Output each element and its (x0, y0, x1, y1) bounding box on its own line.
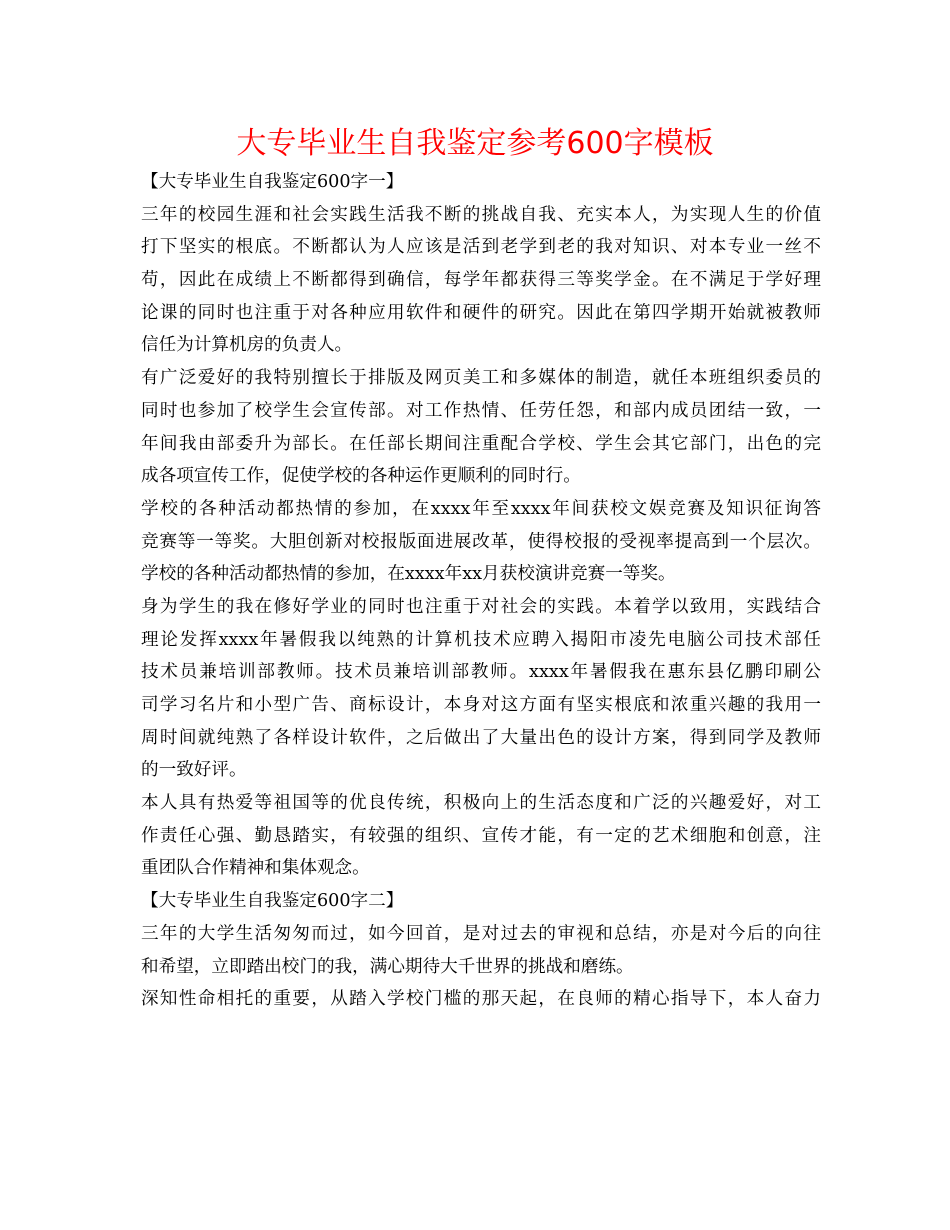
paragraph-line: 的一致好评。 (141, 760, 247, 781)
paragraph-line: 周时间就纯熟了各样设计软件，之后做出了大量出色的设计方案，得到同学及教师 (141, 727, 821, 748)
paragraph-line: 技术员兼培训部教师。技术员兼培训部教师。xxxx年暑假我在惠东县亿鹏印刷公 (141, 662, 821, 683)
paragraph-line: 学校的各种活动都热情的参加，在xxxx年至xxxx年间获校文娱竞赛及知识征询答 (141, 498, 821, 519)
paragraph-line: 苟，因此在成绩上不断都得到确信，每学年都获得三等奖学金。在不满足于学好理 (141, 270, 821, 291)
paragraph-line: 论课的同时也注重于对各种应用软件和硬件的研究。因此在第四学期开始就被教师 (141, 302, 821, 323)
paragraph-line: 有广泛爱好的我特别擅长于排版及网页美工和多媒体的制造，就任本班组织委员的 (141, 368, 821, 389)
paragraph-line: 成各项宣传工作，促使学校的各种运作更顺利的同时行。 (141, 466, 581, 487)
paragraph-line: 本人具有热爱等祖国等的优良传统，积极向上的生活态度和广泛的兴趣爱好，对工 (141, 793, 821, 814)
section-heading: 【大专毕业生自我鉴定600字一】 (141, 172, 404, 192)
paragraph-line: 理论发挥xxxx年暑假我以纯熟的计算机技术应聘入揭阳市凌先电脑公司技术部任 (141, 629, 821, 650)
paragraph-line: 打下坚实的根底。不断都认为人应该是活到老学到老的我对知识、对本专业一丝不 (141, 237, 821, 258)
paragraph-line: 和希望，立即踏出校门的我，满心期待大千世界的挑战和磨练。 (141, 956, 634, 977)
paragraph-line: 身为学生的我在修好学业的同时也注重于对社会的实践。本着学以致用，实践结合 (141, 596, 821, 617)
paragraph-line: 深知性命相托的重要，从踏入学校门槛的那天起，在良师的精心指导下，本人奋力 (141, 989, 821, 1010)
paragraph-line: 同时也参加了校学生会宣传部。对工作热情、任劳任怨，和部内成员团结一致，一 (141, 400, 821, 421)
document-body (141, 166, 821, 1016)
paragraph-line: 司学习名片和小型广告、商标设计，本身对这方面有坚实根底和浓重兴趣的我用一 (141, 695, 821, 715)
paragraph-line: 竞赛等一等奖。大胆创新对校报版面进展改革，使得校报的受视率提高到一个层次。 (141, 531, 821, 552)
paragraph-line: 信任为计算机房的负责人。 (141, 335, 353, 356)
paragraph-line: 学校的各种活动都热情的参加，在xxxx年xx月获校演讲竞赛一等奖。 (141, 564, 676, 585)
paragraph-line: 年间我由部委升为部长。在任部长期间注重配合学校、学生会其它部门，出色的完 (141, 433, 821, 454)
section-heading: 【大专毕业生自我鉴定600字二】 (141, 891, 404, 912)
paragraph-line: 重团队合作精神和集体观念。 (141, 858, 370, 879)
document-title: 大专毕业生自我鉴定参考600字模板 (236, 126, 714, 161)
paragraph-line: 作责任心强、勤恳踏实，有较强的组织、宣传才能，有一定的艺术细胞和创意，注 (141, 825, 821, 846)
paragraph-line: 三年的校园生涯和社会实践生活我不断的挑战自我、充实本人，为实现人生的价值 (141, 204, 821, 225)
paragraph-line: 三年的大学生活匆匆而过，如今回首，是对过去的审视和总结，亦是对今后的向往 (141, 923, 821, 944)
